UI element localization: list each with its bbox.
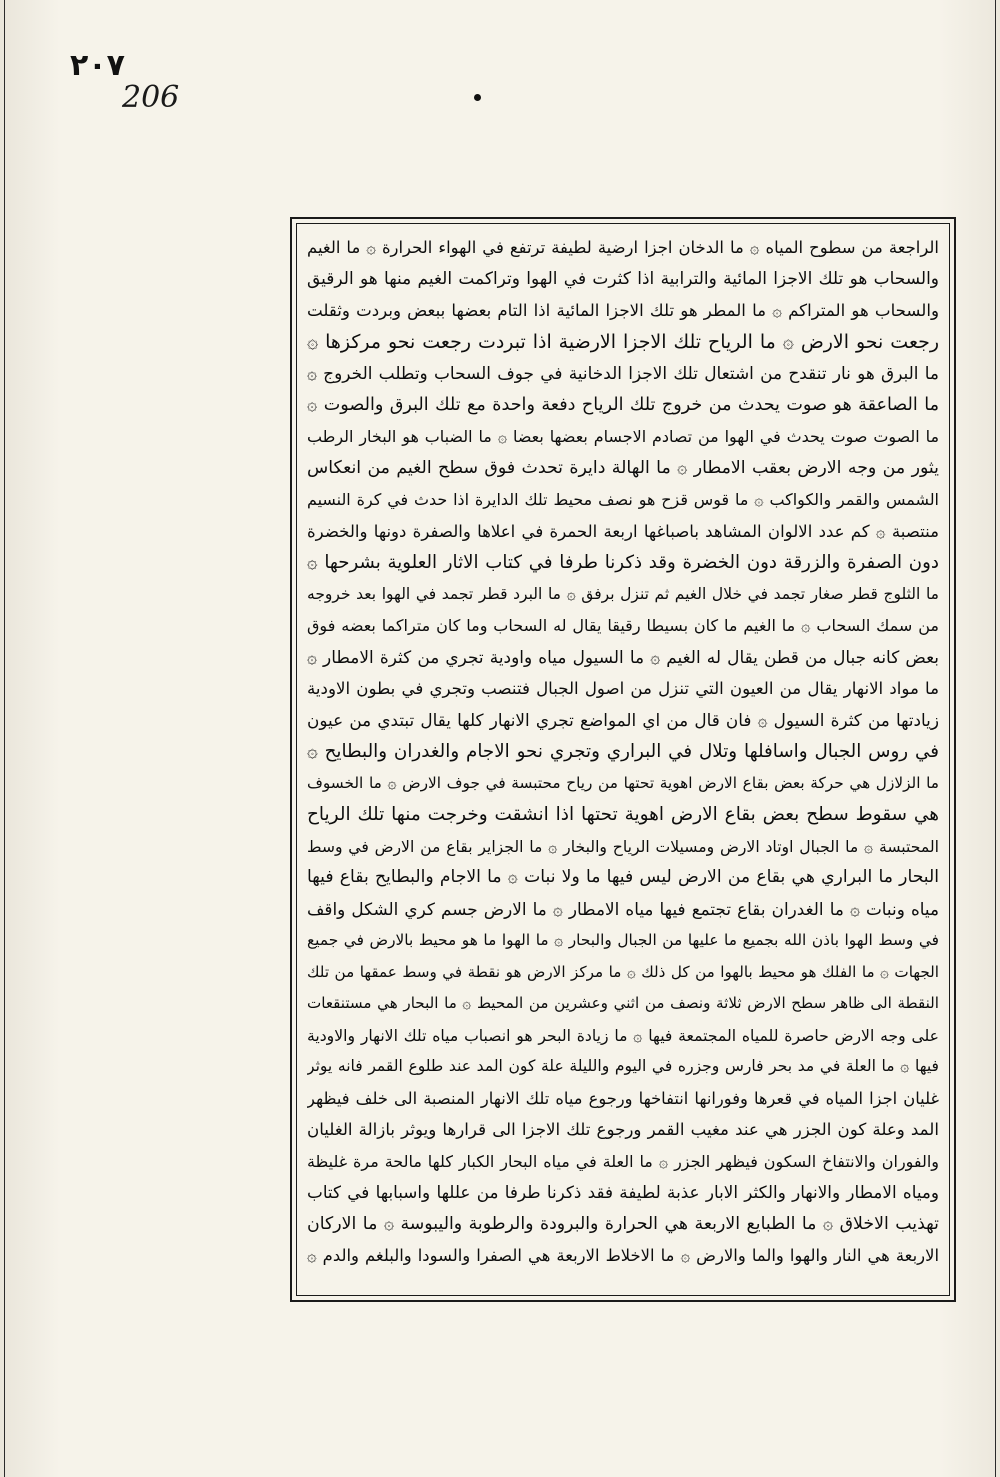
manuscript-line: منتصبة ۞ كم عدد الالوان المشاهد باصباغها اربعة الحمرة في اعلاها والصفرة دونها والخضرة [307,521,939,541]
manuscript-line: المد وعلة كون الجزر هي عند مغيب القمر ورجوع تلك الاجزا الى قرارها ويوثر بازالة الغليان [307,1120,939,1139]
folio-number-latin: 206 [122,80,180,115]
left-page-edge [4,0,5,1477]
manuscript-line: رجعت نحو الارض ۞ ما الرياح تلك الاجزا الارضية اذا تبردت رجعت نحو مركزها ۞ [307,330,939,353]
ink-dot [474,94,481,101]
manuscript-line: ما الصوت صوت يحدث في الهوا من تصادم الاجسام بعضها بعضا ۞ ما الضباب هو البخار الرطب [307,427,939,446]
manuscript-line: دون الصفرة والزرقة دون الخضرة وقد ذكرنا طرفا في كتاب الاثار العلوية بشرحها ۞ [307,552,939,573]
manuscript-line: مياه ونبات ۞ ما الغدران بقاع تجتمع فيها مياه الامطار ۞ ما الارض جسم كري الشكل واقف [307,898,939,919]
manuscript-line: بعض كانه جبال من قطن يقال له الغيم ۞ ما السيول مياه واودية تجري من كثرة الامطار ۞ [307,646,939,667]
manuscript-line: تهذيب الاخلاق ۞ ما الطبايع الاربعة هي الحرارة والبرودة والرطوبة واليبوسة ۞ ما الاركان [307,1213,939,1234]
manuscript-line: ما مواد الانهار يقال من العيون التي تنزل من اصول الجبال فتنصب وتجري في بطون الاودية [307,679,939,698]
manuscript-line: على وجه الارض حاصرة للمياه المجتمعة فيها ۞ ما زيادة البحر هو انصباب مياه تلك الانهار والاودية [307,1025,939,1045]
manuscript-text [307,232,939,1272]
manuscript-line: هي سقوط سطح بعض بقاع الارض اهوية تحتها اذا انشقت وخرجت منها تلك الرياح [307,804,939,825]
manuscript-line: الراجعة من سطوح المياه ۞ ما الدخان اجزا ارضية لطيفة ترتفع في الهواء الحرارة ۞ ما الغيم [307,238,939,257]
manuscript-line: ما الثلوج قطر صغار تجمد في خلال الغيم ثم تنزل برفق ۞ ما البرد قطر تجمد في الهوا بعد خروجه [307,584,939,603]
manuscript-line: والسحاب هو تلك الاجزا المائية والترابية اذا كثرت في الهوا وتراكمت الغيم منها هو الرقيق [307,268,939,289]
manuscript-line: يثور من وجه الارض بعقب الامطار ۞ ما الهالة دايرة تحدث فوق سطح الغيم من انعكاس [307,457,939,478]
manuscript-line: ما الزلازل هي حركة بعض بقاع الارض اهوية تحتها من رياح محتبسة في جوف الارض ۞ ما الخسوف [307,773,939,792]
manuscript-line: البحار ما البراري هي بقاع من الارض ليس فيها ما ولا نبات ۞ ما الاجام والبطايح بقاع فيها [307,867,939,887]
right-page-edge [995,0,996,1477]
manuscript-line: من سمك السحاب ۞ ما الغيم ما كان بسيطا رقيقا يقال له السحاب وما كان متراكما بعضه فوق [307,616,939,635]
manuscript-line: ومياه الامطار والانهار والكثر الابار عذبة لطيفة فقد ذكرنا طرفا من عللها واسبابها في كتاب [307,1182,939,1202]
manuscript-line: المحتبسة ۞ ما الجبال اوتاد الارض ومسيلات الرياح والبخار ۞ ما الجزاير بقاع من الارض في وسط [307,836,939,856]
manuscript-line: ما الصاعقة هو صوت يحدث من خروج تلك الرياح دفعة واحدة مع تلك البرق والصوت ۞ [307,394,939,415]
manuscript-line: زيادتها من كثرة السيول ۞ فان قال من اي المواضع تجري الانهار كلها يقال تبتدي من عيون [307,709,939,730]
folio-number-arabic: ٢٠٧ [70,48,125,83]
manuscript-line: في وسط الهوا باذن الله بجميع ما عليها من الجبال والبحار ۞ ما الهوا ما هو محيط بالارض في جميع [307,931,939,949]
manuscript-line: والسحاب هو المتراكم ۞ ما المطر هو تلك الاجزا المائية اذا التام بعضها ببعض وبردت وثقلت [307,301,939,320]
manuscript-line: غليان اجزا المياه في قعرها وفورانها انتفاخها ورجوع مياه تلك الانهار المنصبة الى خلف فيظهر [307,1088,939,1108]
manuscript-line: ما البرق هو نار تنقدح من اشتعال تلك الاجزا الدخانية في جوف السحاب وتطلب الخروج ۞ [307,363,939,383]
manuscript-line: الشمس والقمر والكواكب ۞ ما قوس قزح هو نصف محيط تلك الدايرة اذا حدث في كرة النسيم [307,490,939,509]
manuscript-line: الجهات ۞ ما الفلك هو محيط بالهوا من كل ذلك ۞ ما مركز الارض هو نقطة في وسط عمقها من تلك [307,962,939,981]
text-block-inner-frame [296,223,950,1296]
text-block-frame [290,217,956,1302]
manuscript-line: في روس الجبال واسافلها وتلال في البراري وتجري نحو الاجام والغدران والبطايح ۞ [307,741,939,762]
manuscript-line: النقطة الى ظاهر سطح الارض ثلاثة ونصف من اثني وعشرين من المحيط ۞ ما البحار هي مستنقعات [307,994,939,1012]
manuscript-line: الاربعة هي النار والهوا والما والارض ۞ ما الاخلاط الاربعة هي الصفرا والسودا والبلغم والدم ۞ [307,1246,939,1265]
manuscript-line: والفوران والانتفاخ السكون فيظهر الجزر ۞ ما العلة في مياه البحار الكبار كلها مالحة مرة غليظة [307,1151,939,1171]
manuscript-line: فيها ۞ ما العلة في مد بحر فارس وجزره في اليوم والليلة علة كون المد عند طلوع القمر فانه يوثر [307,1057,939,1075]
